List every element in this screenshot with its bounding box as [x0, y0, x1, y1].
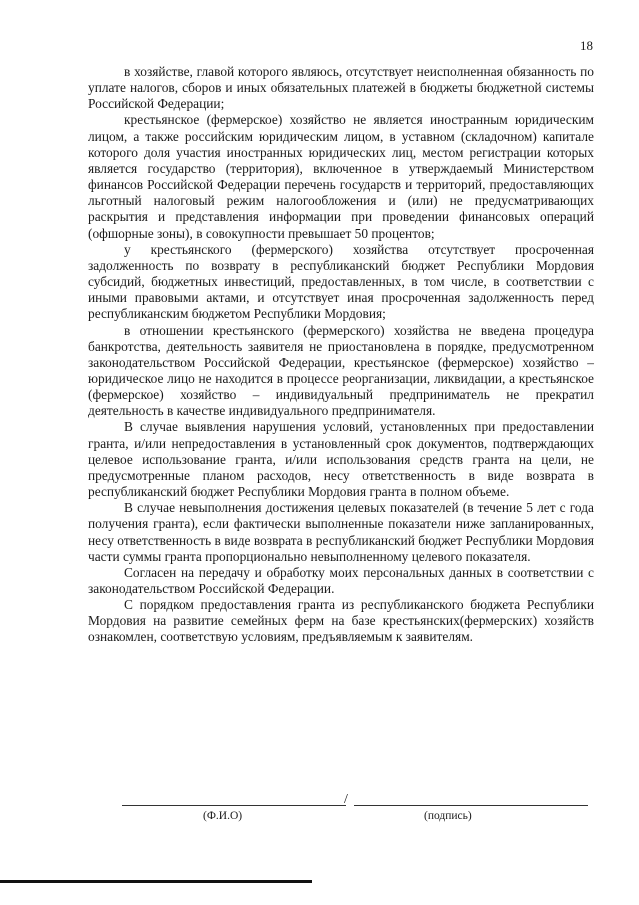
paragraph-violation-liability: В случае выявления нарушения условий, установленных при предоставлении гранта, и/или непредоставления в установленный срок документов, подтверждающих целевое использование гранта, и/или использования средств гранта на цели, не предусмотренные планом расходов, несу ответственность в виде возврата в республиканский бюджет Республики Мордовия гранта в полном объеме.: [88, 419, 594, 500]
signature-separator: /: [344, 792, 348, 807]
paragraph-bankruptcy: в отношении крестьянского (фермерского) хозяйства не введена процедура банкротства, деятельность заявителя не приостановлена в порядке, предусмотренном законодательством Российской Федерации, крестьянское (фермерское) хозяйство – юридическое лицо не находится в процессе реорганизации, ликвидации, а крестьянское (фермерское) хозяйство – индивидуальный предприниматель не прекратил деятельность в качестве индивидуального предпринимателя.: [88, 322, 594, 419]
signature-caption: (подпись): [424, 810, 472, 822]
fio-caption: (Ф.И.О): [203, 810, 243, 822]
document-body: [88, 64, 594, 646]
paragraph-overdue-debt: у крестьянского (фермерского) хозяйства отсутствует просроченная задолженность по возврату в республиканский бюджет Республики Мордовия субсидий, бюджетных инвестиций, предоставленных, в том числе, в соответствии с иными правовыми актами, и отсутствует иная просроченная задолженность перед республиканским бюджетом Республики Мордовия;: [88, 241, 594, 322]
signature-underline: [354, 805, 588, 806]
paragraph-foreign-entity: крестьянское (фермерское) хозяйство не является иностранным юридическим лицом, а также российским юридическим лицом, в уставном (складочном) капитале которого доля участия иностранных юридических лиц, местом регистрации которых является государство (территория), включенное в утверждаемый Министерством финансов Российской Федерации перечень государств и территорий, предоставляющих льготный налоговый режим налогообложения и (или) не предусматривающих раскрытия и представления информации при проведении финансовых операций (офшорные зоны), в совокупности превышает 50 процентов;: [88, 112, 594, 241]
paragraph-target-indicators: В случае невыполнения достижения целевых показателей (в течение 5 лет с года получения гранта), если фактически выполненные показатели ниже запланированных, несу ответственность в виде возврата в республиканский бюджет Республики Мордовия части суммы гранта пропорционально невыполненному целевого показателя.: [88, 500, 594, 564]
signature-line: [122, 792, 588, 806]
page-number: 18: [580, 38, 593, 53]
paragraph-personal-data-consent: Согласен на передачу и обработку моих персональных данных в соответствии с законодательством Российской Федерации.: [88, 564, 594, 596]
paragraph-procedure-acknowledgement: С порядком предоставления гранта из республиканского бюджета Республики Мордовия на развитие семейных ферм на базе крестьянских(фермерских) хозяйств ознакомлен, соответствую условиям, предъявляемым к заявителям.: [88, 597, 594, 645]
fio-underline: [122, 805, 346, 806]
scan-edge-bar: [0, 880, 312, 883]
paragraph-tax-obligations: в хозяйстве, главой которого являюсь, отсутствует неисполненная обязанность по уплате налогов, сборов и иных обязательных платежей в бюджеты бюджетной системы Российской Федерации;: [88, 64, 594, 112]
